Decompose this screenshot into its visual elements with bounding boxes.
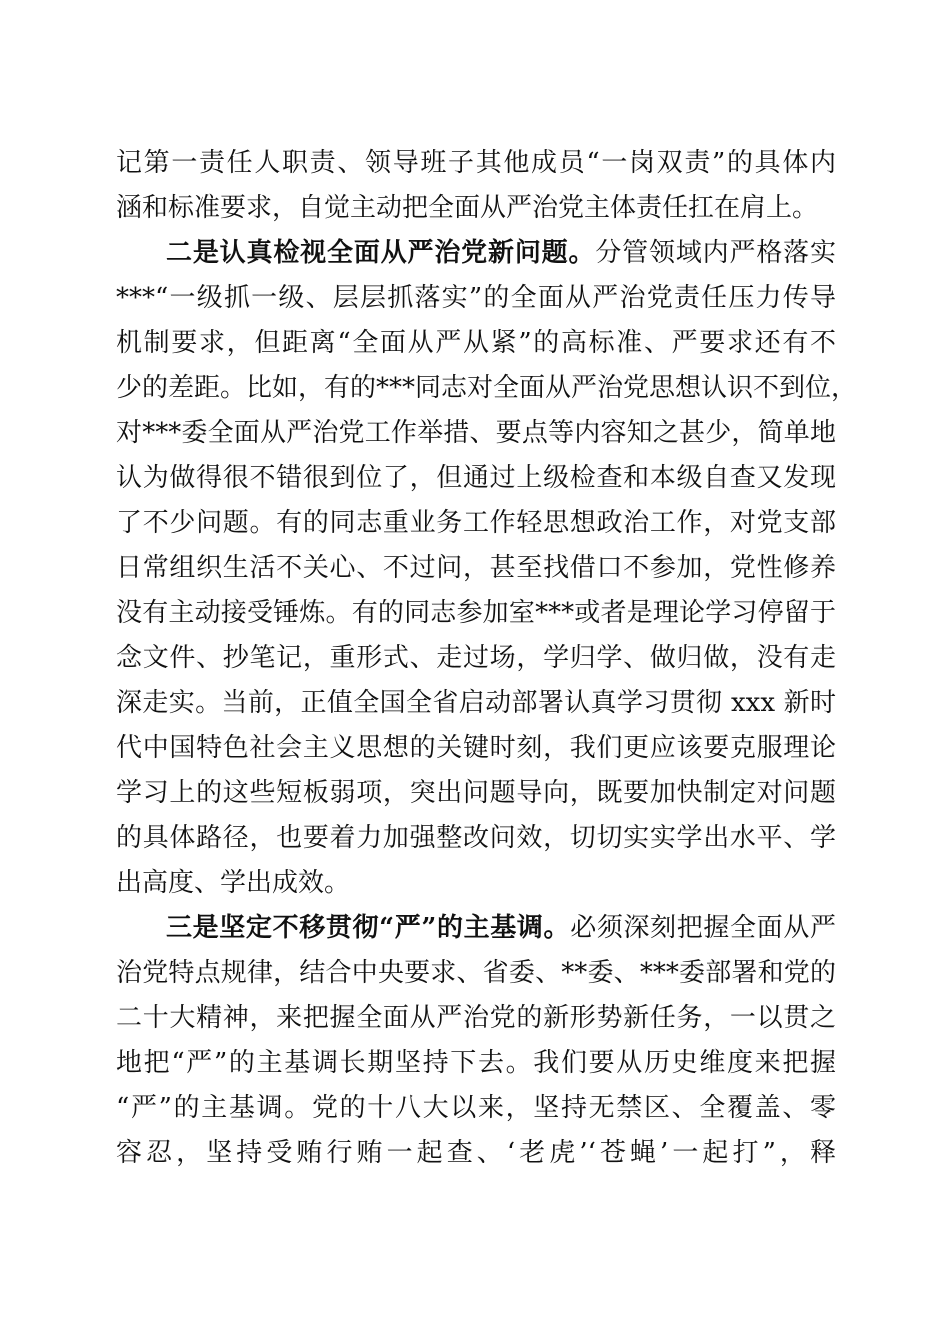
paragraph-line: 机制要求，但距离“全面从严从紧”的高标准、严要求还有不 xyxy=(116,328,836,358)
paragraph-line-heading xyxy=(166,906,836,950)
paragraph-line: 对***委全面从严治党工作举措、要点等内容知之甚少，简单地 xyxy=(116,418,836,448)
paragraph-line: 认为做得很不错很到位了，但通过上级检查和本级自查又发现 xyxy=(116,463,836,493)
paragraph-line: 容忍，坚持受贿行贿一起查、‘老虎’‘苍蝇’一起打”，释 xyxy=(116,1138,836,1168)
paragraph-line-heading xyxy=(166,231,836,275)
paragraph-line: 念文件、抄笔记，重形式、走过场，学归学、做归做，没有走 xyxy=(116,643,836,673)
paragraph-line: 地把“严”的主基调长期坚持下去。我们要从历史维度来把握 xyxy=(116,1048,836,1078)
paragraph-line: 涵和标准要求，自觉主动把全面从严治党主体责任扛在肩上。 xyxy=(116,193,819,223)
paragraph-text: 必须深刻把握全面从严 xyxy=(570,913,836,943)
paragraph-line: “严”的主基调。党的十八大以来，坚持无禁区、全覆盖、零 xyxy=(116,1093,836,1123)
paragraph-line: 二十大精神，来把握全面从严治党的新形势新任务，一以贯之 xyxy=(116,1003,836,1033)
paragraph-line: 治党特点规律，结合中央要求、省委、**委、***委部署和党的 xyxy=(116,958,836,988)
paragraph-line: 日常组织生活不关心、不过问，甚至找借口不参加，党性修养 xyxy=(116,553,836,583)
paragraph-heading-bold: 二是认真检视全面从严治党新问题。 xyxy=(166,238,596,268)
paragraph-line: 出高度、学出成效。 xyxy=(116,868,351,898)
paragraph-line: 了不少问题。有的同志重业务工作轻思想政治工作，对党支部 xyxy=(116,508,836,538)
paragraph-line: 少的差距。比如，有的***同志对全面从严治党思想认识不到位， xyxy=(116,373,858,403)
paragraph-line: 代中国特色社会主义思想的关键时刻，我们更应该要克服理论 xyxy=(116,733,836,763)
paragraph-text: 分管领域内严格落实 xyxy=(595,238,836,268)
paragraph-line: 没有主动接受锤炼。有的同志参加室***或者是理论学习停留于 xyxy=(116,598,836,628)
paragraph-heading-bold: 三是坚定不移贯彻“严”的主基调。 xyxy=(166,913,571,943)
paragraph-line: 学习上的这些短板弱项，突出问题导向，既要加快制定对问题 xyxy=(116,778,836,808)
paragraph-line: ***“一级抓一级、层层抓落实”的全面从严治党责任压力传导 xyxy=(116,283,836,313)
paragraph-line: 的具体路径，也要着力加强整改问效，切切实实学出水平、学 xyxy=(116,823,836,853)
paragraph-line: 深走实。当前，正值全国全省启动部署认真学习贯彻 xxx 新时 xyxy=(116,688,836,718)
paragraph-line: 记第一责任人职责、领导班子其他成员“一岗双责”的具体内 xyxy=(116,148,836,178)
